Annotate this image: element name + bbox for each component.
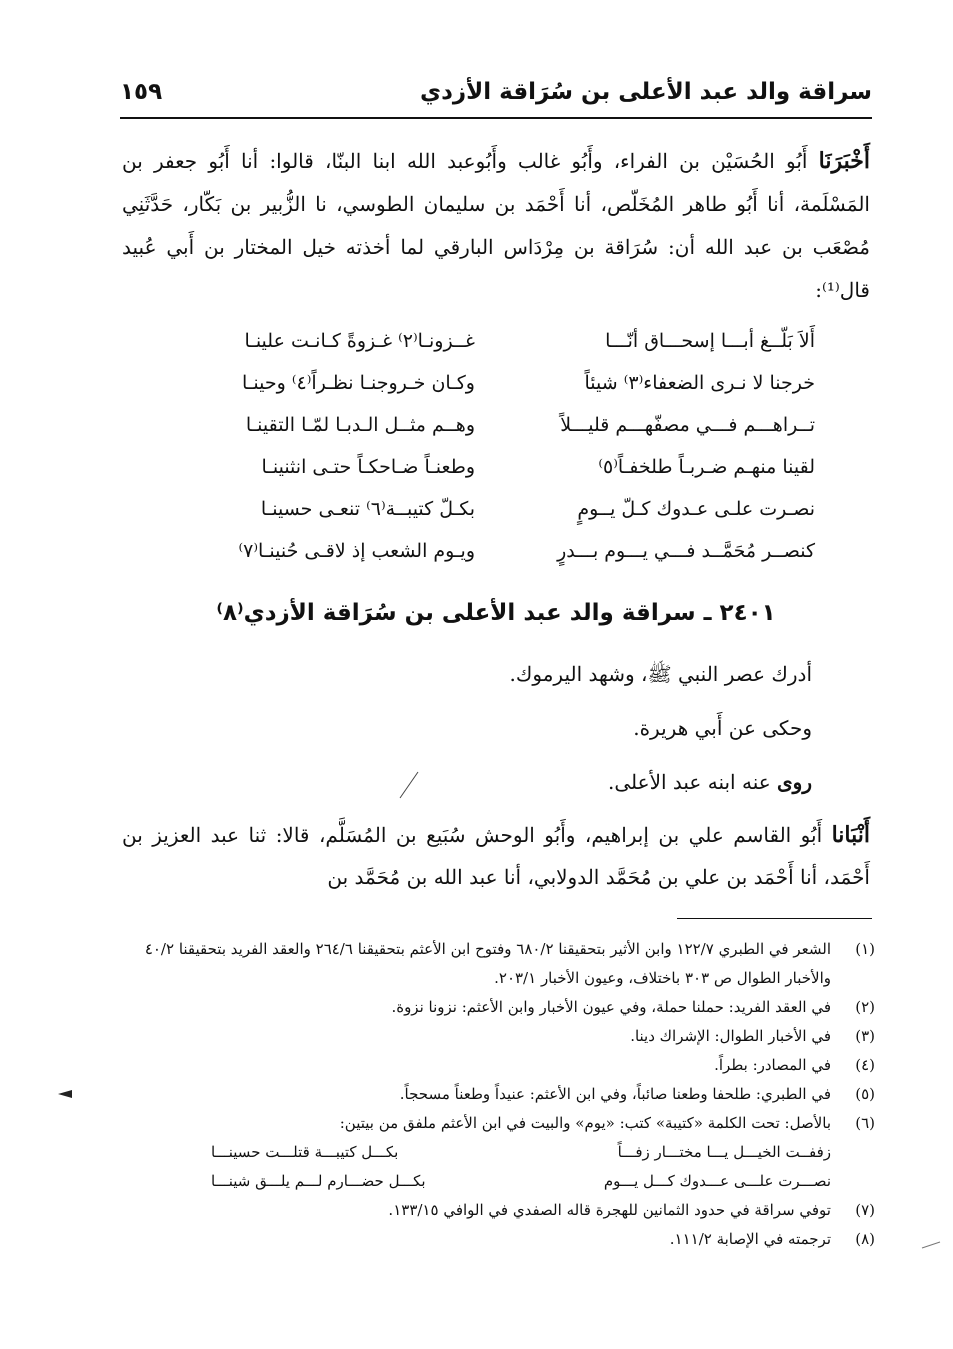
verse-first-hemistich: تــراهـــم فـــي مصفّهـــم قليـــلاً: [560, 414, 815, 436]
poem-verse: [175, 362, 815, 404]
page-header: [120, 70, 872, 114]
footnotes: [130, 935, 875, 1254]
poem: [175, 320, 815, 572]
verse-first-hemistich: كنصــر مُحَمَّــد فـــي يـــوم بـــدرٍ: [557, 540, 815, 562]
footnote-text: ترجمته في الإصابة ١١١/٢.: [669, 1230, 831, 1248]
footnote-number: (٢): [855, 998, 875, 1016]
footnote-number: (٧): [855, 1201, 875, 1219]
footnote-number: (٦): [855, 1114, 875, 1132]
verse-second-hemistich: وهــم مثــل الـدبـا لمّـا التقينـا: [245, 414, 475, 436]
footnote: [130, 1109, 875, 1138]
paragraph-1-lead: أَخْبَرَنَا: [818, 148, 870, 174]
footnote: [130, 1080, 875, 1109]
verse-first-hemistich: زففــت الخيـــل يـــا مختـــار زفـــاً: [617, 1143, 831, 1161]
running-title: سراقة والد عبد الأعلى بن سُرَاقة الأزدي: [419, 79, 872, 105]
verse-first-hemistich: نصـرت علـى عـدوك كـلّ يــومٍ: [577, 498, 815, 520]
scan-mark: [920, 1238, 942, 1252]
bio-line-3-text: عنه ابنه عبد الأعلى.: [608, 770, 778, 794]
verse-second-hemistich: ويـوم الشعب إذ لاقـى حُنينـا⁽٧⁾: [238, 540, 475, 562]
footnote-text: بالأصل: تحت الكلمة «كتيبة» كتب: «يوم» والبيت في ابن الأعثم ملفق من بيتين:: [339, 1114, 831, 1132]
poem-verse: [175, 530, 815, 572]
scan-mark: [398, 770, 420, 800]
paragraph-1: [122, 140, 870, 312]
paragraph-2: [122, 814, 870, 898]
verse-second-hemistich: وطعنـاً ضـاحكـاً حتـى انثنينـا: [261, 456, 475, 478]
footnote: [130, 993, 875, 1022]
footnote: [130, 935, 875, 993]
verse-second-hemistich: بكـلّ كتيبــة⁽٦⁾ تنعـى حسينـا: [260, 498, 475, 520]
footnote-text: في الطبري: طلحفا وطعنا صائباً، وفي ابن الأعثم: عنيداً وطعناً مسحجاً.: [399, 1085, 831, 1103]
paragraph-1-text: أَبُو الحُسَيْن بن الفراء، وأَبُو غالب وأَبُوعبد الله ابنا البنّا، قالوا: أنا أَبُو جعفر بن المَسْلَمة، أنا أَبُو طاهر المُخَلّص، أنا أَحْمَد بن سليمان الطوسي، نا الزُّبير بن بَكّار، حَدَّثَنِي مُصْعَب بن عبد الله أن: سُرَاقة بن مِرْدَاس البارقي لما أخذته خيل المختار بن أَبي عُبيد قال⁽¹⁾:: [122, 149, 870, 302]
paragraph-2-lead: أَنْبَانا: [831, 822, 870, 848]
poem-verse: [175, 446, 815, 488]
verse-second-hemistich: بكـــل حضـــارم لـــم يلـــق شينـــا: [211, 1172, 426, 1190]
footnote-text: في المصادر: بطراً.: [714, 1056, 831, 1074]
footnote-number: (٤): [855, 1056, 875, 1074]
bio-line-3: [122, 770, 812, 794]
verse-first-hemistich: خرجنا لا نـرى الضعفاء⁽٣⁾ شيئاً: [584, 372, 815, 394]
footnote-text: الشعر في الطبري ١٢٢/٧ وابن الأثير بتحقيقنا ٦٨٠/٢ وفتوح ابن الأعثم بتحقيقنا ٢٦٤/٦ والعقد الفريد بتحقيقنا ٤٠/٢ والأخبار الطوال ص ٣٠٣ باختلاف، وعيون الأخبار ٢٠٣/١.: [144, 940, 831, 987]
poem-verse: [175, 404, 815, 446]
poem-verse: [175, 488, 815, 530]
bio-line-2: وحكى عن أَبي هريرة.: [633, 716, 812, 740]
footnote: [130, 1051, 875, 1080]
footnote: [130, 1225, 875, 1254]
footnote-text: في العقد الفريد: حملنا حملة، وفي عيون الأخبار وابن الأعثم: نزونا نزوة.: [391, 998, 831, 1016]
footnote-number: (٣): [855, 1027, 875, 1045]
footnote-text: توفي سراقة في حدود الثمانين للهجرة قاله الصفدي في الوافي ١٣٣/١٥.: [388, 1201, 831, 1219]
verse-second-hemistich: وكـان خـروجنـا نظـراً⁽٤⁾ وحينـا: [242, 372, 475, 394]
footnote-verse: [211, 1138, 875, 1167]
scan-mark: [58, 1090, 72, 1098]
poem-verse: [175, 320, 815, 362]
bio-line-3-lead: روى: [777, 770, 812, 794]
verse-first-hemistich: لقينا منهـم ضـربـاً طلخفـاً⁽٥⁾: [598, 456, 815, 478]
footnote-number: (٥): [855, 1085, 875, 1103]
header-rule: [120, 117, 872, 119]
page-number: ١٥٩: [120, 79, 163, 105]
verse-first-hemistich: نصـــرت علـــى عـــدوك كـــل يـــوم: [603, 1172, 831, 1190]
section-heading: ٢٤٠١ ـ سراقة والد عبد الأعلى بن سُرَاقة الأزدي⁽٨⁾: [216, 600, 776, 626]
verse-second-hemistich: بكـــل كتيبـــة قتلـــت حسينـــا: [211, 1143, 399, 1161]
footnote-number: (١): [855, 940, 875, 958]
verse-second-hemistich: غــزونـا⁽٢⁾ غـزوةً كـانـت علينـا: [244, 330, 475, 352]
footnote-text: في الأخبار الطوال: الإشراك دينا.: [630, 1027, 831, 1045]
footnote: [130, 1022, 875, 1051]
footnote-verse: [211, 1167, 875, 1196]
footnote-rule: [677, 918, 872, 919]
verse-first-hemistich: أَلاَ بَلّــغ أبـــا إسحـــاق أنّـــا: [605, 330, 815, 352]
footnote-number: (٨): [855, 1230, 875, 1248]
paragraph-2-text: أَبُو القاسم علي بن إبراهيم، وأَبُو الوحش سُبَيع بن المُسَلَّم، قالا: ثنا عبد العزيز بن أَحْمَد، أنا أَحْمَد بن علي بن مُحَمَّد الدولابي، أنا عبد الله بن مُحَمَّد بن: [122, 823, 870, 889]
bio-line-1: أدرك عصر النبي ﷺ، وشهد اليرموك.: [509, 662, 812, 686]
footnote: [130, 1196, 875, 1225]
